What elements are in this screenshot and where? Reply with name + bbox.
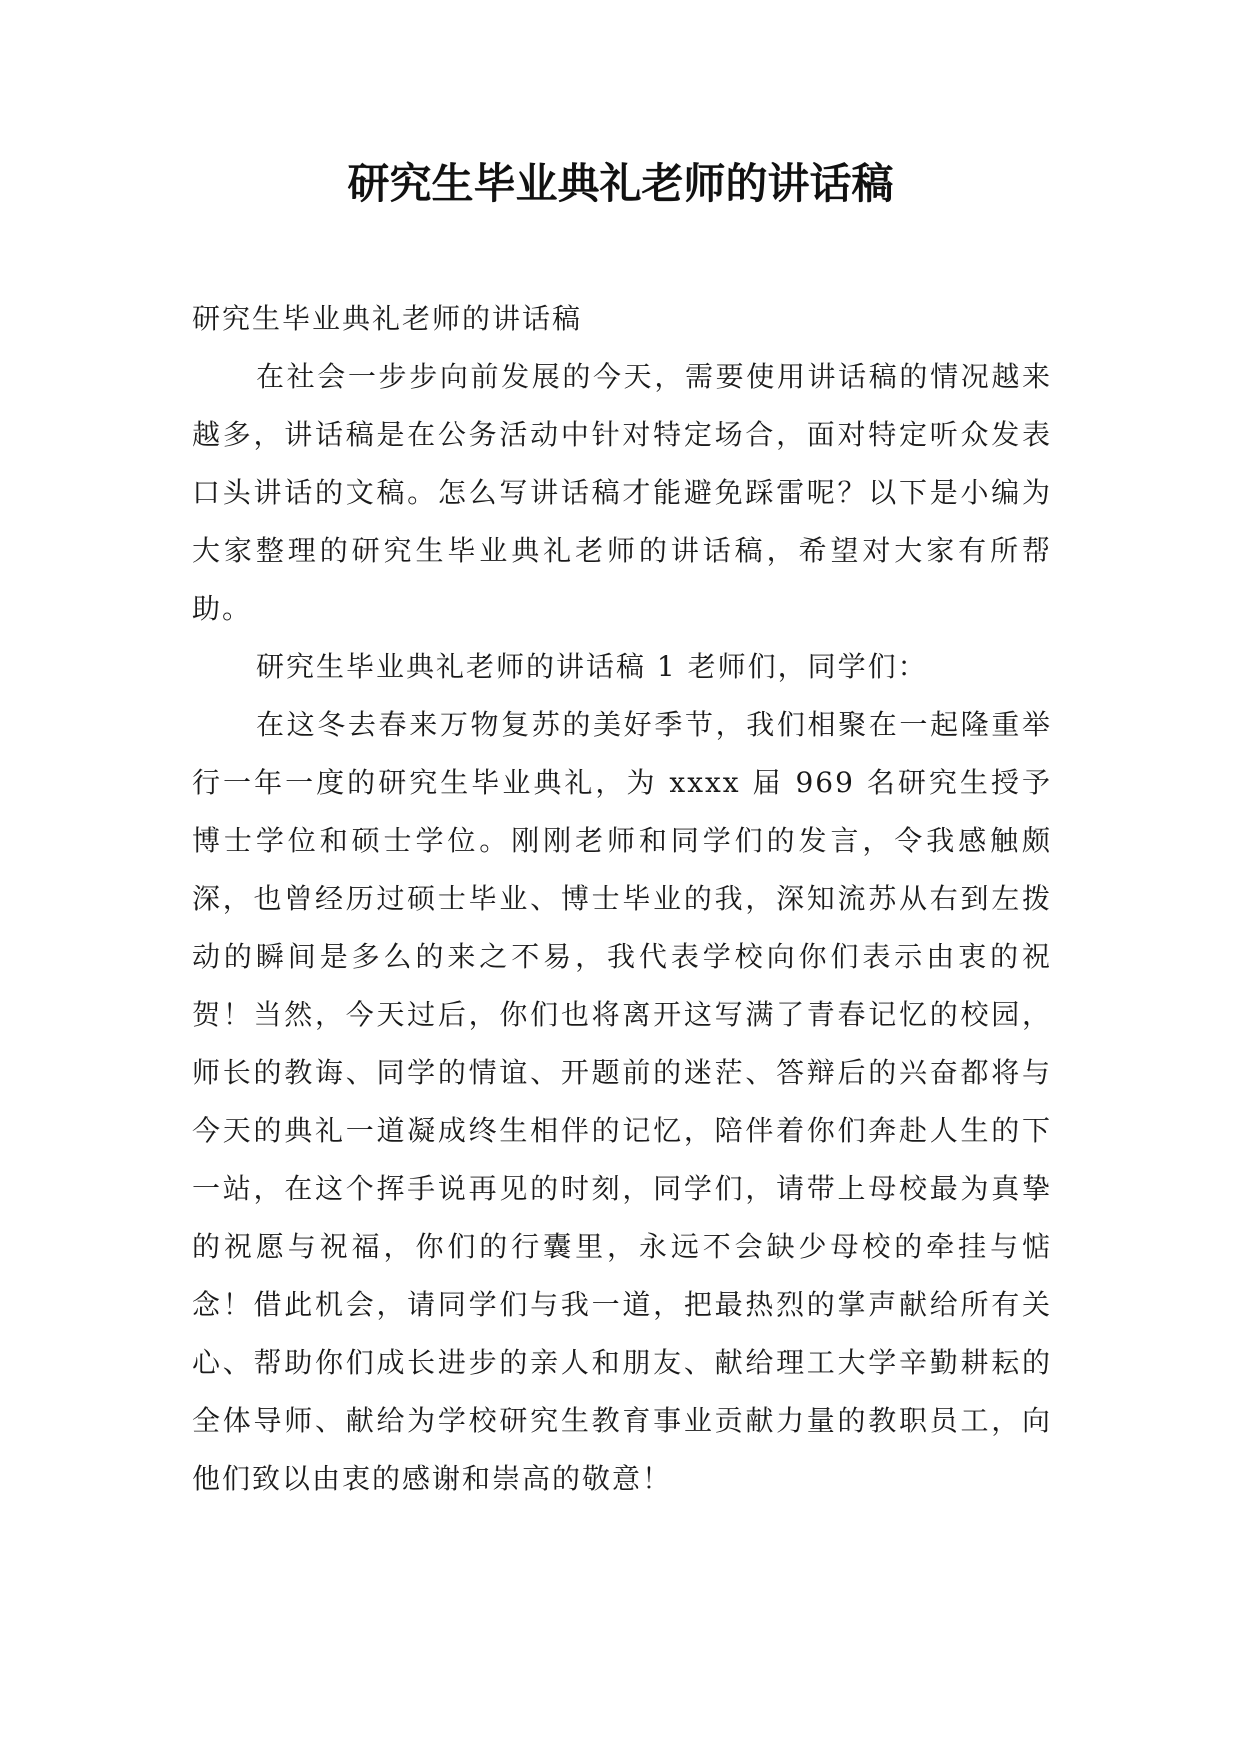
- intro-paragraph: 在社会一步步向前发展的今天，需要使用讲话稿的情况越来越多，讲话稿是在公务活动中针对特定场合，面对特定听众发表口头讲话的文稿。怎么写讲话稿才能避免踩雷呢？以下是小编为大家整理的研究生毕业典礼老师的讲话稿，希望对大家有所帮助。: [192, 360, 1052, 625]
- speech-body-paragraph: 在这冬去春来万物复苏的美好季节，我们相聚在一起隆重举行一年一度的研究生毕业典礼，为 xxxx 届 969 名研究生授予博士学位和硕士学位。刚刚老师和同学们的发言，令我感触颇深，也曾经历过硕士毕业、博士毕业的我，深知流苏从右到左拨动的瞬间是多么的来之不易，我代表学校向你们表示由衷的祝贺！当然，今天过后，你们也将离开这写满了青春记忆的校园，师长的教诲、同学的情谊、开题前的迷茫、答辩后的兴奋都将与今天的典礼一道凝成终生相伴的记忆，陪伴着你们奔赴人生的下一站，在这个挥手说再见的时刻，同学们，请带上母校最为真挚的祝愿与祝福，你们的行囊里，永远不会缺少母校的牵挂与惦念！借此机会，请同学们与我一道，把最热烈的掌声献给所有关心、帮助你们成长进步的亲人和朋友、献给理工大学辛勤耕耘的全体导师、献给为学校研究生教育事业贡献力量的教职员工，向他们致以由衷的感谢和崇高的敬意！: [192, 708, 1052, 1495]
- document-subtitle: 研究生毕业典礼老师的讲话稿: [192, 302, 583, 335]
- speech-heading-paragraph: 研究生毕业典礼老师的讲话稿 1 老师们，同学们：: [256, 650, 928, 683]
- document-body: [192, 290, 1052, 1508]
- document-title: 研究生毕业典礼老师的讲话稿: [347, 159, 894, 208]
